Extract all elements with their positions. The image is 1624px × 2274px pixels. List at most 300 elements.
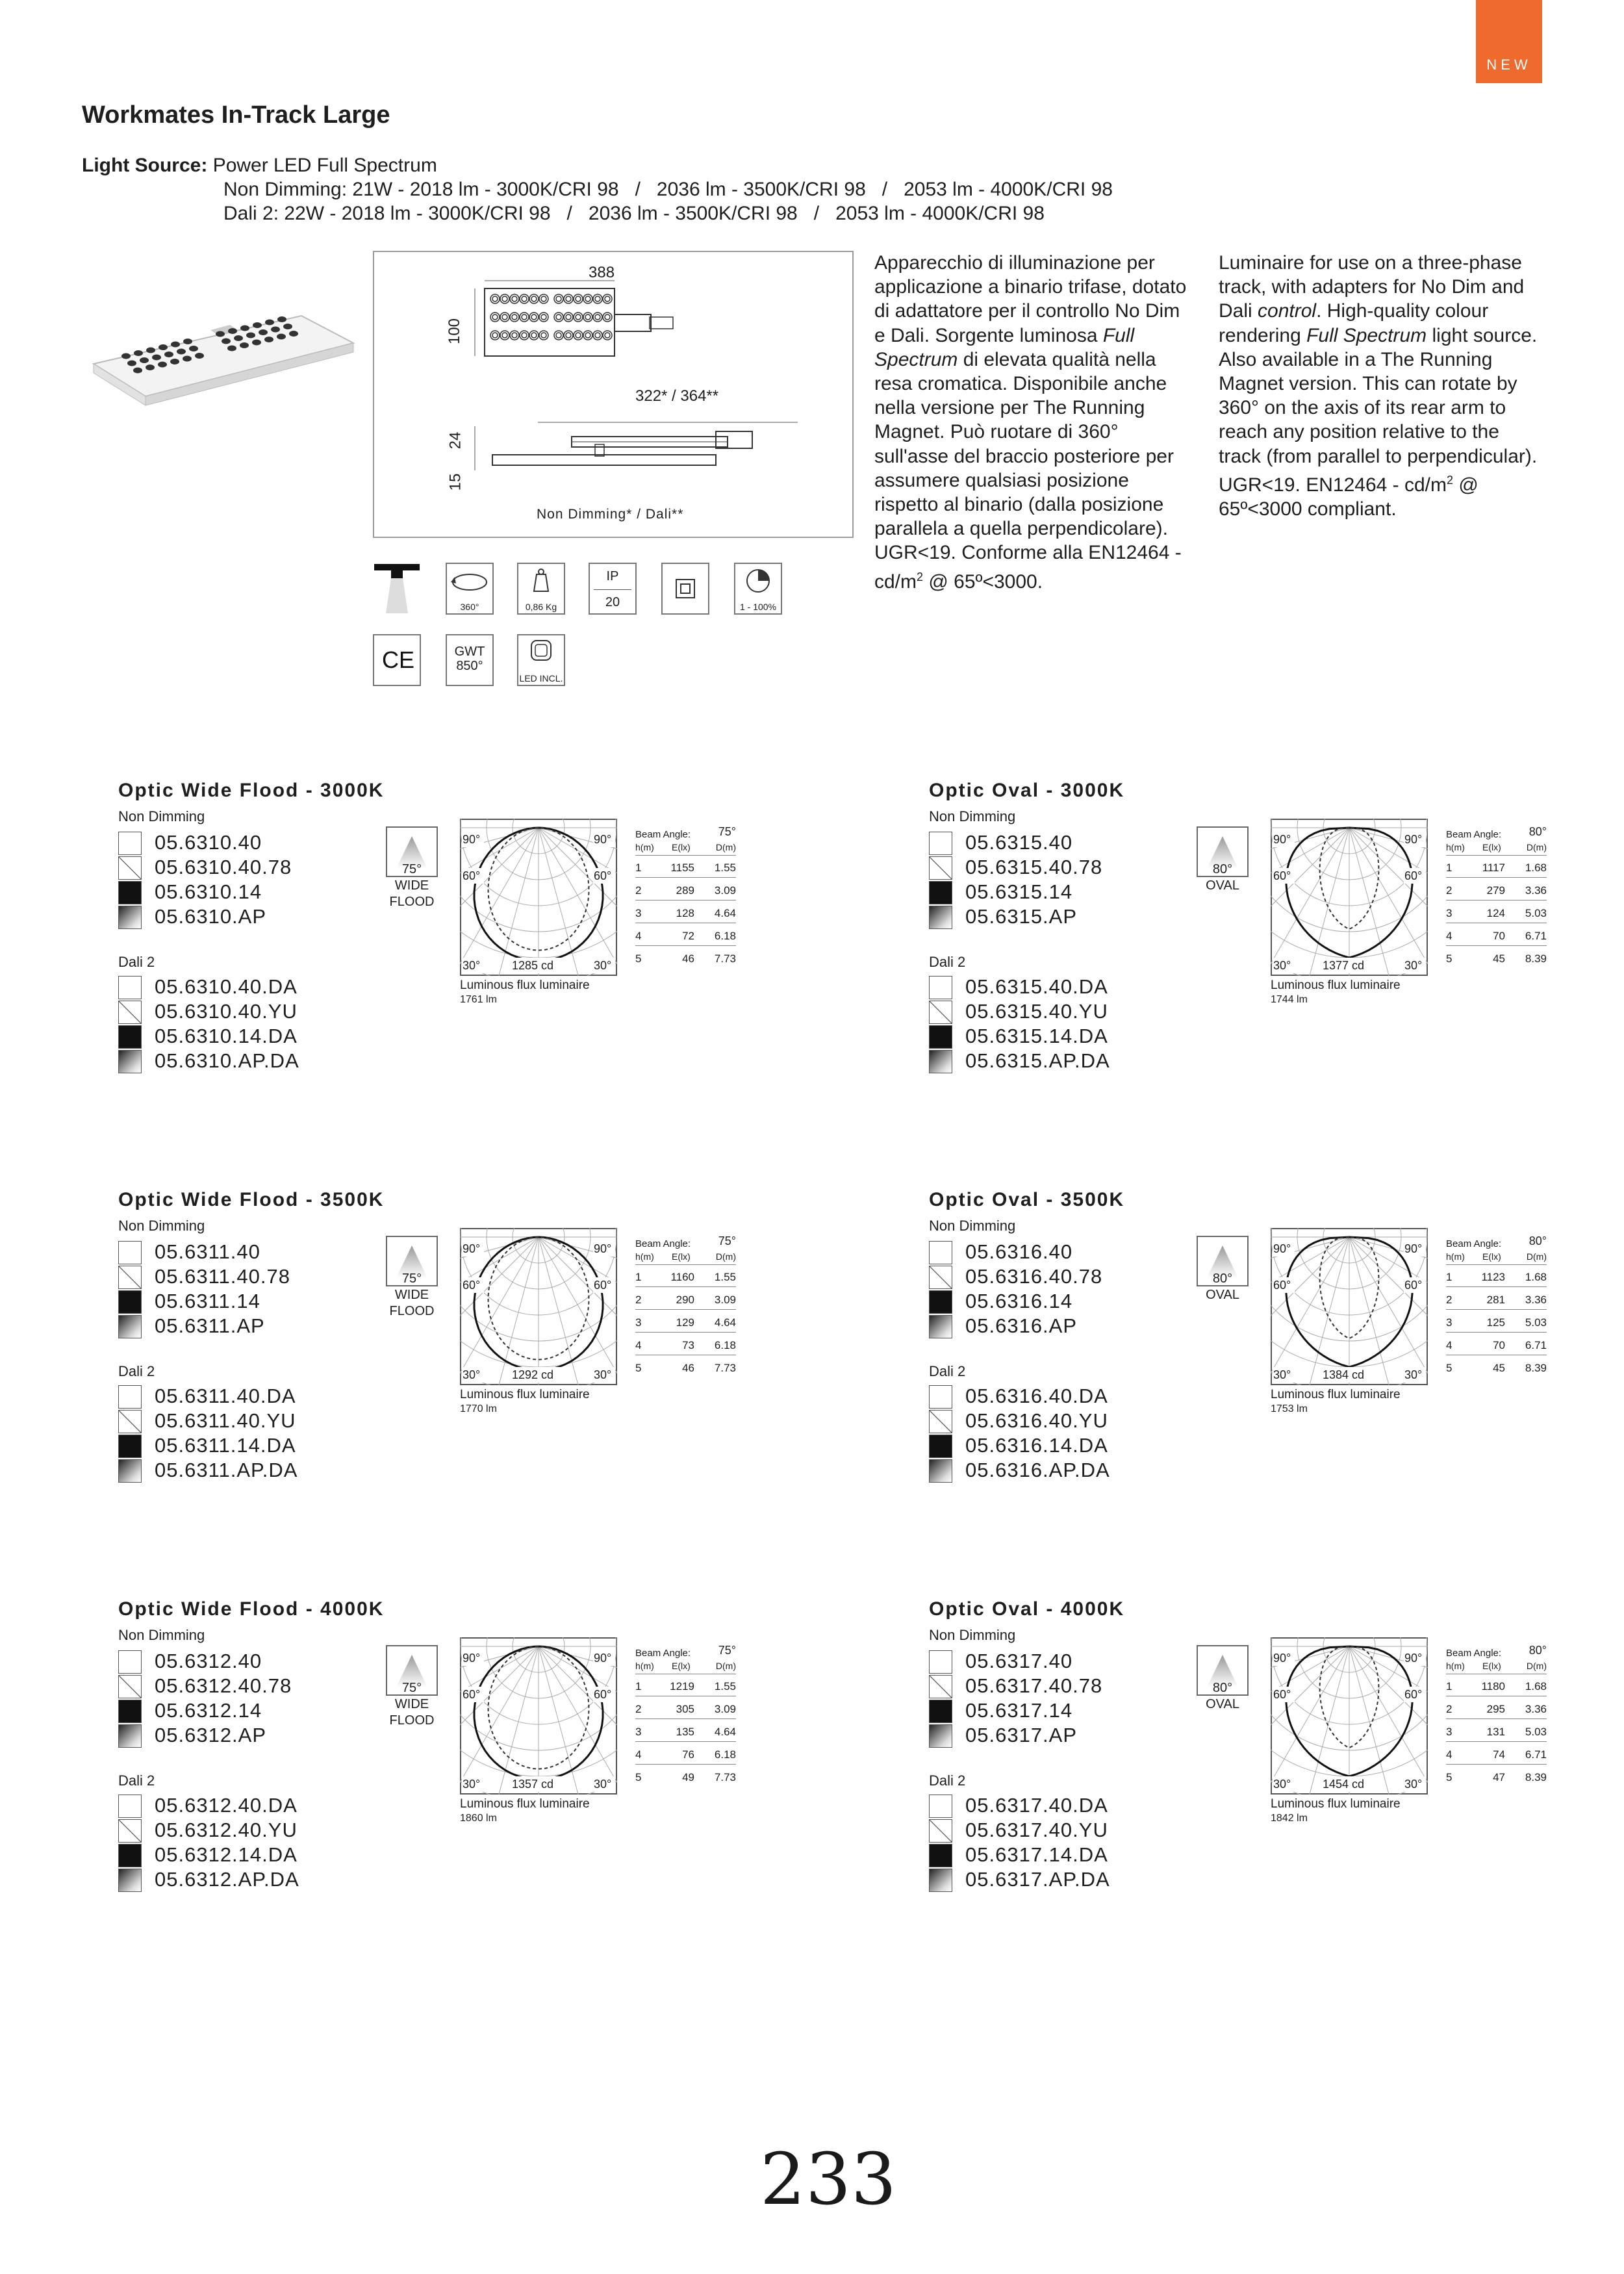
description-it <box>874 251 1196 594</box>
cell-e: 45 <box>1493 952 1505 965</box>
finish-swatch <box>118 1675 142 1698</box>
table-row <box>635 901 736 923</box>
product-code: 05.6312.AP.DA <box>155 1868 299 1891</box>
col-e: E(lx) <box>672 1661 691 1671</box>
polar-angle-label: 60° <box>463 1688 481 1701</box>
finish-swatch <box>929 976 952 999</box>
finish-swatch <box>118 1844 142 1867</box>
description-en <box>1219 251 1540 521</box>
table-row <box>1446 855 1547 878</box>
dali-label: Dali 2 <box>929 1363 966 1379</box>
product-code: 05.6317.40.YU <box>965 1819 1108 1841</box>
cell-d: 4.64 <box>714 1726 736 1738</box>
class-icon <box>661 563 709 615</box>
luminous-flux <box>1271 1797 1401 1826</box>
table-row <box>1446 923 1547 946</box>
product-code: 05.6310.40.78 <box>155 856 292 878</box>
col-h: h(m) <box>635 842 654 852</box>
finish-swatch <box>929 1241 952 1264</box>
product-code: 05.6317.14 <box>965 1699 1073 1722</box>
cell-d: 4.64 <box>714 907 736 919</box>
finish-swatch <box>118 1266 142 1289</box>
dim-length: 388 <box>589 264 615 281</box>
finish-swatch <box>118 1724 142 1748</box>
product-code: 05.6310.AP.DA <box>155 1049 299 1072</box>
product-code: 05.6315.14.DA <box>965 1025 1108 1047</box>
polar-angle-label: 30° <box>1404 1778 1423 1791</box>
polar-angle-label: 60° <box>594 1279 612 1292</box>
polar-angle-label: 60° <box>1404 1279 1423 1292</box>
cell-d: 8.39 <box>1525 1362 1547 1374</box>
product-code: 05.6316.40.YU <box>965 1409 1108 1432</box>
optic-angle: 80° <box>1212 862 1233 876</box>
cell-d: 3.09 <box>714 1703 736 1715</box>
beam-angle-value: 80° <box>1529 1234 1547 1247</box>
product-code: 05.6317.40 <box>965 1650 1073 1672</box>
dim-15: 15 <box>446 473 464 491</box>
flux-value: 1842 lm <box>1271 1813 1308 1824</box>
table-row <box>635 878 736 901</box>
cell-h: 2 <box>635 1294 642 1306</box>
cell-h: 3 <box>1446 1316 1453 1329</box>
product-code: 05.6310.14 <box>155 880 262 903</box>
finish-swatch <box>929 832 952 855</box>
product-code: 05.6315.40.DA <box>965 975 1108 998</box>
ip-label: IP <box>606 569 619 583</box>
optic-label <box>373 1680 451 1729</box>
cell-d: 3.36 <box>1525 1294 1547 1306</box>
table-header-row <box>635 1242 736 1265</box>
table-row <box>635 1696 736 1719</box>
cell-h: 1 <box>635 1271 642 1283</box>
optic-name: FLOOD <box>389 895 435 909</box>
table-row <box>1446 1696 1547 1719</box>
finish-swatch <box>929 906 952 929</box>
beam-table <box>635 1234 736 1390</box>
product-code: 05.6316.40.DA <box>965 1385 1108 1407</box>
product-block <box>118 1189 898 1527</box>
gwt-label: GWT <box>454 645 485 659</box>
col-d: D(m) <box>715 1251 736 1262</box>
product-code: 05.6310.40 <box>155 831 262 854</box>
polar-angle-label: 90° <box>463 833 481 846</box>
finish-swatch <box>929 1315 952 1338</box>
finish-swatch <box>929 1459 952 1483</box>
polar-angle-label: 30° <box>463 959 481 972</box>
cell-e: 289 <box>676 884 694 897</box>
col-d: D(m) <box>1526 1661 1547 1671</box>
optic-name: WIDE <box>394 1288 429 1302</box>
optic-name: WIDE <box>394 878 429 893</box>
product-block <box>118 1598 898 1936</box>
finish-swatch <box>118 856 142 880</box>
spot-icon <box>373 563 421 615</box>
luminous-flux <box>460 1388 590 1416</box>
beam-angle-value: 75° <box>718 1234 736 1247</box>
finish-swatch <box>118 881 142 904</box>
product-code: 05.6316.14 <box>965 1290 1073 1312</box>
polar-angle-label: 60° <box>1273 1279 1291 1292</box>
block-title: Optic Wide Flood - 3000K <box>118 780 385 801</box>
col-h: h(m) <box>635 1661 654 1671</box>
cell-d: 4.64 <box>714 1316 736 1329</box>
cell-e: 131 <box>1486 1726 1505 1738</box>
cell-e: 47 <box>1493 1771 1505 1783</box>
finish-swatch <box>118 1050 142 1073</box>
cell-e: 128 <box>676 907 694 919</box>
finish-swatch <box>929 1290 952 1314</box>
polar-angle-label: 90° <box>1404 1242 1423 1255</box>
optic-name: FLOOD <box>389 1713 435 1728</box>
optic-angle: 75° <box>401 1271 422 1286</box>
table-row <box>635 1333 736 1355</box>
polar-angle-label: 30° <box>463 1368 481 1381</box>
beam-table <box>635 1644 736 1800</box>
table-header-row <box>635 1652 736 1674</box>
col-d: D(m) <box>715 1661 736 1671</box>
beam-angle-value: 75° <box>718 825 736 838</box>
table-row <box>635 1310 736 1333</box>
cell-h: 4 <box>635 1748 642 1761</box>
candela-value: 1292 cd <box>512 1368 554 1381</box>
cell-d: 8.39 <box>1525 1771 1547 1783</box>
table-row <box>635 1719 736 1742</box>
rotation-icon <box>446 563 494 615</box>
product-code: 05.6312.14 <box>155 1699 262 1722</box>
polar-wrap <box>460 819 617 979</box>
cell-h: 3 <box>1446 907 1453 919</box>
cell-h: 3 <box>1446 1726 1453 1738</box>
beam-angle-label: Beam Angle: <box>635 829 691 840</box>
cell-h: 4 <box>635 1339 642 1351</box>
cell-h: 1 <box>635 862 642 874</box>
flux-value: 1860 lm <box>460 1813 497 1824</box>
finish-swatch <box>929 1724 952 1748</box>
cell-d: 6.71 <box>1525 1748 1547 1761</box>
desc-en-em1: control <box>1258 300 1317 322</box>
finish-swatch <box>929 881 952 904</box>
non-dimming-label: Non Dimming <box>118 808 205 824</box>
product-code: 05.6316.14.DA <box>965 1434 1108 1457</box>
product-code: 05.6315.14 <box>965 880 1073 903</box>
product-code: 05.6312.40.78 <box>155 1674 292 1697</box>
product-code: 05.6311.40.YU <box>155 1409 296 1432</box>
product-code: 05.6310.AP <box>155 905 267 928</box>
finish-swatch <box>929 1025 952 1049</box>
product-code: 05.6315.AP <box>965 905 1078 928</box>
cell-e: 70 <box>1493 930 1505 942</box>
table-row <box>1446 1287 1547 1310</box>
product-code: 05.6312.14.DA <box>155 1843 298 1866</box>
finish-swatch <box>118 1315 142 1338</box>
cell-h: 2 <box>1446 884 1453 897</box>
optic-name: WIDE <box>394 1697 429 1711</box>
product-code: 05.6312.40.YU <box>155 1819 298 1841</box>
flux-label: Luminous flux luminaire <box>1271 1797 1401 1811</box>
product-code: 05.6312.40 <box>155 1650 262 1672</box>
non-dimming-label: Non Dimming <box>929 1218 1016 1234</box>
col-e: E(lx) <box>1482 1251 1501 1262</box>
drawing-caption: Non Dimming* / Dali** <box>537 507 684 522</box>
product-code: 05.6315.40 <box>965 831 1073 854</box>
table-row <box>635 1674 736 1696</box>
finish-swatch <box>929 1385 952 1409</box>
weight-label: 0,86 Kg <box>525 602 557 612</box>
optic-angle: 80° <box>1212 1271 1233 1286</box>
table-header-row <box>1446 1652 1547 1674</box>
cell-e: 290 <box>676 1294 694 1306</box>
optic-name: OVAL <box>1206 1288 1239 1302</box>
cell-h: 5 <box>1446 1771 1453 1783</box>
col-h: h(m) <box>1446 1661 1465 1671</box>
cell-h: 4 <box>1446 930 1453 942</box>
beam-table <box>1446 1644 1547 1800</box>
cell-h: 1 <box>635 1680 642 1693</box>
cell-h: 2 <box>635 1703 642 1715</box>
polar-angle-label: 30° <box>1273 1368 1291 1381</box>
optic-label <box>1184 1680 1262 1713</box>
finish-swatch <box>118 1650 142 1674</box>
finish-swatch <box>929 1700 952 1723</box>
finish-swatch <box>929 1435 952 1458</box>
polar-angle-label: 90° <box>594 833 612 846</box>
beam-table <box>1446 825 1547 981</box>
col-e: E(lx) <box>672 1251 691 1262</box>
cell-e: 129 <box>676 1316 694 1329</box>
product-code: 05.6315.AP.DA <box>965 1049 1110 1072</box>
product-code: 05.6311.40 <box>155 1240 260 1263</box>
polar-angle-label: 90° <box>463 1242 481 1255</box>
product-block <box>929 780 1624 1118</box>
flux-label: Luminous flux luminaire <box>460 1388 590 1401</box>
product-code: 05.6317.AP.DA <box>965 1868 1110 1891</box>
polar-angle-label: 30° <box>1273 959 1291 972</box>
product-code: 05.6316.AP.DA <box>965 1459 1110 1481</box>
cell-d: 3.36 <box>1525 884 1547 897</box>
polar-angle-label: 90° <box>463 1652 481 1665</box>
block-title: Optic Oval - 4000K <box>929 1598 1125 1620</box>
optic-label <box>1184 862 1262 894</box>
gwt-icon <box>446 634 494 686</box>
cell-h: 4 <box>635 930 642 942</box>
non-dimming-label: Non Dimming <box>929 808 1016 824</box>
table-row <box>1446 901 1547 923</box>
polar-angle-label: 30° <box>594 1778 612 1791</box>
product-code: 05.6311.AP <box>155 1314 265 1337</box>
finish-swatch <box>929 1001 952 1024</box>
cell-h: 1 <box>1446 1271 1453 1283</box>
polar-wrap <box>460 1637 617 1798</box>
product-code: 05.6317.40.DA <box>965 1794 1108 1817</box>
table-header-row <box>1446 1242 1547 1265</box>
desc-it-p2: di elevata qualità nella resa cromatica. Disponibile anche nella versione per The Running Magnet. Può ruotare di 360° sull'asse del braccio posteriore per assumere qualsiasi posizione rispetto al binario (dalla posizione parallela a quella perpendicolare). UGR<19. Conforme alla EN12464 - cd/m <box>874 348 1182 593</box>
cell-d: 8.39 <box>1525 952 1547 965</box>
finish-swatch <box>929 856 952 880</box>
cell-h: 5 <box>635 952 642 965</box>
light-source-line2: Non Dimming: 21W - 2018 lm - 3000K/CRI 98 / 2036 lm - 3500K/CRI 98 / 2053 lm - 4000K/CRI 98 <box>223 179 1113 200</box>
cell-d: 1.68 <box>1525 1271 1547 1283</box>
cell-e: 1155 <box>670 862 694 874</box>
dali-label: Dali 2 <box>118 1772 155 1789</box>
polar-angle-label: 90° <box>594 1652 612 1665</box>
polar-angle-label: 30° <box>594 959 612 972</box>
cell-d: 6.71 <box>1525 1339 1547 1351</box>
table-row <box>1446 1333 1547 1355</box>
cell-e: 135 <box>676 1726 694 1738</box>
product-photo <box>87 304 360 421</box>
polar-angle-label: 30° <box>463 1778 481 1791</box>
beam-angle-label: Beam Angle: <box>635 1648 691 1659</box>
beam-angle-label: Beam Angle: <box>1446 1648 1502 1659</box>
cell-d: 7.73 <box>714 952 736 965</box>
light-source-line3: Dali 2: 22W - 2018 lm - 3000K/CRI 98 / 2036 lm - 3500K/CRI 98 / 2053 lm - 4000K/CRI 98 <box>223 203 1045 224</box>
finish-swatch <box>118 1410 142 1433</box>
polar-angle-label: 30° <box>1273 1778 1291 1791</box>
block-title: Optic Oval - 3500K <box>929 1189 1125 1210</box>
finish-swatch <box>118 906 142 929</box>
cell-h: 5 <box>635 1771 642 1783</box>
product-code: 05.6311.40.78 <box>155 1265 290 1288</box>
light-source-value: Power LED Full Spectrum <box>212 155 437 176</box>
cell-e: 295 <box>1486 1703 1505 1715</box>
cell-d: 1.68 <box>1525 862 1547 874</box>
polar-angle-label: 90° <box>1404 1652 1423 1665</box>
cell-d: 5.03 <box>1525 907 1547 919</box>
cell-d: 7.73 <box>714 1771 736 1783</box>
cell-e: 1123 <box>1481 1271 1505 1283</box>
cell-e: 125 <box>1486 1316 1505 1329</box>
ip-value: 20 <box>605 595 620 609</box>
cell-h: 3 <box>635 1316 642 1329</box>
cell-h: 2 <box>635 884 642 897</box>
polar-wrap <box>1271 1637 1428 1798</box>
cell-e: 279 <box>1486 884 1505 897</box>
polar-angle-label: 60° <box>1273 1688 1291 1701</box>
desc-it-p3: @ 65º<3000. <box>923 570 1043 593</box>
table-row <box>1446 946 1547 968</box>
table-row <box>1446 878 1547 901</box>
block-title: Optic Wide Flood - 3500K <box>118 1189 385 1210</box>
cell-h: 1 <box>1446 862 1453 874</box>
page-number: 233 <box>760 2138 896 2221</box>
new-badge: NEW <box>1476 0 1542 83</box>
dali-label: Dali 2 <box>929 1772 966 1789</box>
finish-swatch <box>929 1795 952 1818</box>
cell-d: 1.55 <box>714 1680 736 1693</box>
non-dimming-label: Non Dimming <box>118 1218 205 1234</box>
cell-d: 3.09 <box>714 884 736 897</box>
table-row <box>635 1765 736 1787</box>
polar-wrap <box>460 1228 617 1388</box>
flux-value: 1761 lm <box>460 994 497 1005</box>
polar-angle-label: 60° <box>1273 869 1291 882</box>
product-code: 05.6310.40.DA <box>155 975 298 998</box>
col-d: D(m) <box>715 842 736 852</box>
cell-d: 1.55 <box>714 1271 736 1283</box>
finish-swatch <box>929 1650 952 1674</box>
optic-name: OVAL <box>1206 1697 1239 1711</box>
finish-swatch <box>929 1050 952 1073</box>
light-source-line1 <box>82 153 437 177</box>
cell-h: 2 <box>1446 1294 1453 1306</box>
cell-e: 45 <box>1493 1362 1505 1374</box>
table-row <box>1446 1742 1547 1765</box>
table-row <box>635 1287 736 1310</box>
finish-swatch <box>118 976 142 999</box>
luminous-flux <box>1271 978 1401 1007</box>
product-code: 05.6315.40.YU <box>965 1000 1108 1023</box>
polar-angle-label: 90° <box>1273 1242 1291 1255</box>
polar-angle-label: 90° <box>1273 833 1291 846</box>
finish-swatch <box>118 1241 142 1264</box>
cell-e: 1117 <box>1482 862 1505 874</box>
polar-wrap <box>1271 819 1428 979</box>
table-row <box>635 923 736 946</box>
flux-value: 1770 lm <box>460 1403 497 1414</box>
cell-d: 3.36 <box>1525 1703 1547 1715</box>
cell-h: 4 <box>1446 1748 1453 1761</box>
dim-height: 100 <box>446 318 464 345</box>
optic-angle: 75° <box>401 1681 422 1695</box>
table-header-row <box>635 833 736 856</box>
polar-angle-label: 30° <box>594 1368 612 1381</box>
cell-d: 7.73 <box>714 1362 736 1374</box>
table-row <box>1446 1719 1547 1742</box>
optic-name: FLOOD <box>389 1304 435 1318</box>
polar-angle-label: 60° <box>463 1279 481 1292</box>
finish-swatch <box>118 1459 142 1483</box>
dimming-icon <box>734 563 782 615</box>
finish-swatch <box>929 1844 952 1867</box>
beam-table <box>1446 1234 1547 1390</box>
polar-angle-label: 60° <box>594 869 612 882</box>
finish-swatch <box>929 1869 952 1892</box>
dali-label: Dali 2 <box>929 954 966 970</box>
cell-e: 281 <box>1486 1294 1505 1306</box>
desc-it-p1: Apparecchio di illuminazione per applicazione a binario trifase, dotato di adattatore per il controllo No Dim e Dali. Sorgente luminosa <box>874 252 1187 346</box>
dimming-label: 1 - 100% <box>739 602 777 612</box>
flux-label: Luminous flux luminaire <box>460 978 590 992</box>
product-code: 05.6310.40.YU <box>155 1000 298 1023</box>
cell-e: 72 <box>682 930 694 942</box>
weight-icon <box>517 563 565 615</box>
luminous-flux <box>460 1797 590 1826</box>
desc-it-em: Full Spectrum <box>874 324 1135 370</box>
product-code: 05.6311.14.DA <box>155 1434 296 1457</box>
light-source-label: Light Source: <box>82 155 208 176</box>
cell-d: 5.03 <box>1525 1726 1547 1738</box>
polar-angle-label: 90° <box>1404 833 1423 846</box>
cell-d: 1.68 <box>1525 1680 1547 1693</box>
cell-d: 6.18 <box>714 1748 736 1761</box>
beam-angle-value: 75° <box>718 1644 736 1657</box>
flux-label: Luminous flux luminaire <box>1271 1388 1401 1401</box>
table-row <box>635 1355 736 1377</box>
col-e: E(lx) <box>672 842 691 852</box>
product-code: 05.6312.40.DA <box>155 1794 298 1817</box>
polar-angle-label: 60° <box>463 869 481 882</box>
finish-swatch <box>118 1290 142 1314</box>
flux-value: 1744 lm <box>1271 994 1308 1005</box>
flux-value: 1753 lm <box>1271 1403 1308 1414</box>
col-e: E(lx) <box>1482 1661 1501 1671</box>
cell-e: 70 <box>1493 1339 1505 1351</box>
luminous-flux <box>1271 1388 1401 1416</box>
cell-h: 2 <box>1446 1703 1453 1715</box>
cell-d: 3.09 <box>714 1294 736 1306</box>
polar-angle-label: 90° <box>1273 1652 1291 1665</box>
ip-rating-icon <box>589 563 637 615</box>
